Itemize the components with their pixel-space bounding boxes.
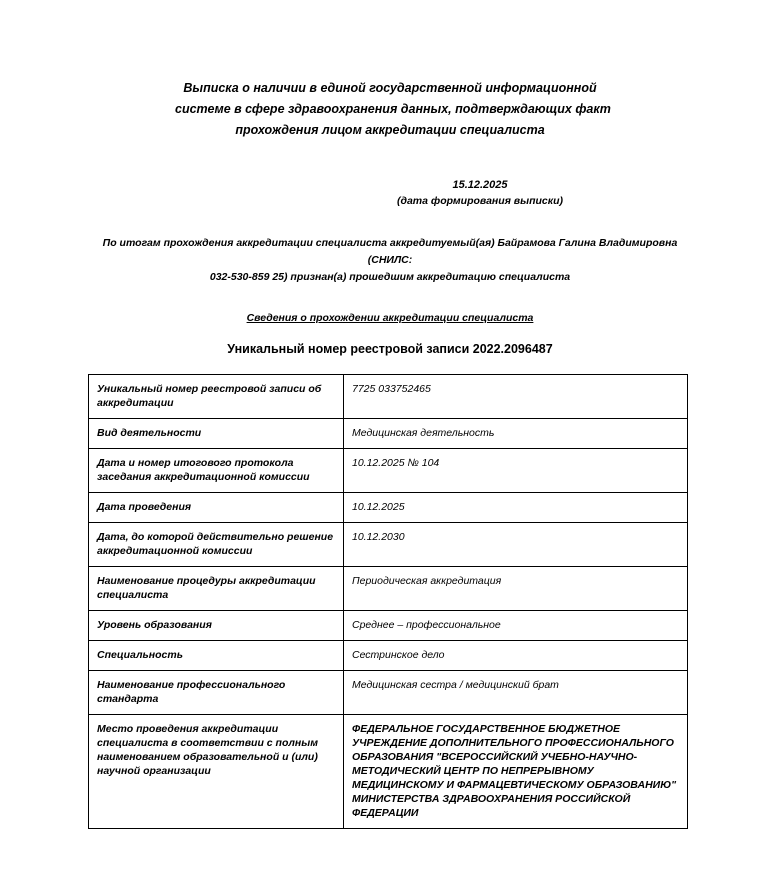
registry-record-number: Уникальный номер реестровой записи 2022.2096487 [227, 342, 553, 356]
row-label: Уровень образования [89, 611, 344, 641]
table-row [89, 375, 688, 419]
table-row [89, 449, 688, 493]
table-row [89, 611, 688, 641]
document-title [175, 78, 611, 141]
table-row [89, 493, 688, 523]
table-row [89, 715, 688, 829]
issue-date-caption: (дата формирования выписки) [396, 195, 564, 207]
row-value: Сестринское дело [344, 641, 688, 671]
issue-date-block [88, 177, 692, 209]
row-value: Периодическая аккредитация [344, 567, 688, 611]
row-label: Место проведения аккредитации специалиста в соответствии с полным наименованием образовательной и (или) научной организации [89, 715, 344, 829]
accreditation-summary-line-1: По итогам прохождения аккредитации специалиста аккредитуемый(ая) Байрамова Галина Владимировна (СНИЛС: [102, 237, 678, 266]
row-label: Уникальный номер реестровой записи об аккредитации [89, 375, 344, 419]
document-title-line-3: прохождения лицом аккредитации специалиста [235, 123, 545, 137]
table-row [89, 641, 688, 671]
accreditation-summary [88, 235, 692, 286]
document-title-line-1: Выписка о наличии в единой государственной информационной [183, 81, 597, 95]
document-title-line-2: системе в сфере здравоохранения данных, подтверждающих факт [175, 102, 611, 116]
accreditation-summary-line-2: 032-530-859 25) признан(а) прошедшим аккредитацию специалиста [209, 271, 571, 283]
table-row [89, 523, 688, 567]
row-value: 7725 033752465 [344, 375, 688, 419]
row-value: 10.12.2025 [344, 493, 688, 523]
row-label: Вид деятельности [89, 419, 344, 449]
table-row [89, 567, 688, 611]
row-label: Дата проведения [89, 493, 344, 523]
issue-date-value: 15.12.2025 [452, 179, 508, 191]
row-value: Среднее – профессиональное [344, 611, 688, 641]
row-label: Наименование профессионального стандарта [89, 671, 344, 715]
table-row [89, 419, 688, 449]
table-row [89, 671, 688, 715]
row-label: Дата и номер итогового протокола заседания аккредитационной комиссии [89, 449, 344, 493]
row-value: Медицинская деятельность [344, 419, 688, 449]
row-value: 10.12.2030 [344, 523, 688, 567]
row-label: Специальность [89, 641, 344, 671]
row-label: Наименование процедуры аккредитации специалиста [89, 567, 344, 611]
section-heading: Сведения о прохождении аккредитации специалиста [246, 312, 534, 324]
accreditation-details-table [88, 374, 688, 829]
row-label: Дата, до которой действительно решение аккредитационной комиссии [89, 523, 344, 567]
row-value: 10.12.2025 № 104 [344, 449, 688, 493]
row-value: ФЕДЕРАЛЬНОЕ ГОСУДАРСТВЕННОЕ БЮДЖЕТНОЕ УЧРЕЖДЕНИЕ ДОПОЛНИТЕЛЬНОГО ПРОФЕССИОНАЛЬНОГО ОБРАЗОВАНИЯ "ВСЕРОССИЙСКИЙ УЧЕБНО-НАУЧНО-МЕТОДИЧЕСКИЙ ЦЕНТР ПО НЕПРЕРЫВНОМУ МЕДИЦИНСКОМУ И ФАРМАЦЕВТИЧЕСКОМУ ОБРАЗОВАНИЮ" МИНИСТЕРСТВА ЗДРАВООХРАНЕНИЯ РОССИЙСКОЙ ФЕДЕРАЦИИ [344, 715, 688, 829]
row-value: Медицинская сестра / медицинский брат [344, 671, 688, 715]
